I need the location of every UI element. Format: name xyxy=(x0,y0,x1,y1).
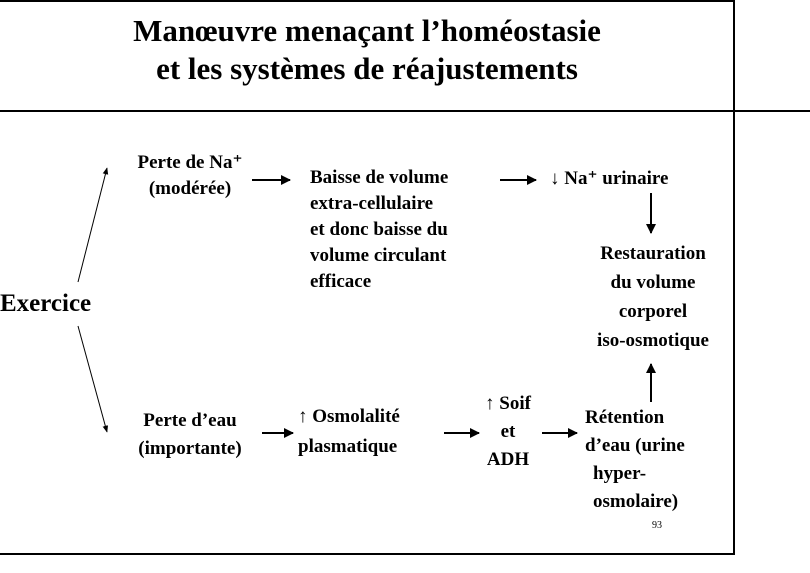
restauration-line-2: du volume xyxy=(610,272,696,293)
node-perte-eau xyxy=(118,407,262,463)
soif-adh-line-3: ADH xyxy=(486,449,530,470)
node-osmolalite xyxy=(298,402,400,462)
soif-adh-line-1: ↑ Soif xyxy=(485,393,531,414)
retention-line-2: d’eau (urine xyxy=(585,435,685,456)
arrow-exercice-to-perte-na xyxy=(78,168,107,282)
perte-na-line-1: Perte de Na⁺ xyxy=(137,152,243,173)
retention-line-1: Rétention xyxy=(585,407,665,428)
node-restauration xyxy=(568,239,738,355)
baisse-volume-line-5: efficace xyxy=(310,271,372,292)
baisse-volume-line-1: Baisse de volume xyxy=(310,167,449,188)
restauration-line-1: Restauration xyxy=(600,243,706,264)
baisse-volume-line-3: et donc baisse du xyxy=(310,219,448,240)
node-retention xyxy=(585,404,685,516)
title-line-1: Manœuvre menaçant l’homéostasie xyxy=(133,13,601,48)
retention-line-4: osmolaire) xyxy=(593,491,679,512)
soif-adh-line-2: et xyxy=(500,421,516,442)
node-baisse-volume xyxy=(310,165,448,295)
retention-line-3: hyper- xyxy=(593,463,647,484)
baisse-volume-line-4: volume circulant xyxy=(310,245,447,266)
node-perte-na xyxy=(120,150,260,202)
osmolalite-line-2: plasmatique xyxy=(298,436,398,457)
baisse-volume-line-2: extra-cellulaire xyxy=(310,193,434,214)
page-number: 93 xyxy=(652,520,662,531)
osmolalite-line-1: ↑ Osmolalité xyxy=(298,406,400,427)
title-line-2: et les systèmes de réajustements xyxy=(156,51,578,86)
perte-na-line-2: (modérée) xyxy=(148,178,232,199)
perte-eau-line-2: (importante) xyxy=(138,438,242,459)
node-exercice: Exercice xyxy=(0,290,92,317)
perte-eau-line-1: Perte d’eau xyxy=(143,410,237,431)
arrow-exercice-to-perte-eau xyxy=(78,326,107,432)
restauration-line-4: iso-osmotique xyxy=(597,330,709,351)
node-soif-adh xyxy=(472,390,544,474)
restauration-line-3: corporel xyxy=(618,301,688,322)
node-na-urinaire: ↓ Na⁺ urinaire xyxy=(550,168,669,189)
